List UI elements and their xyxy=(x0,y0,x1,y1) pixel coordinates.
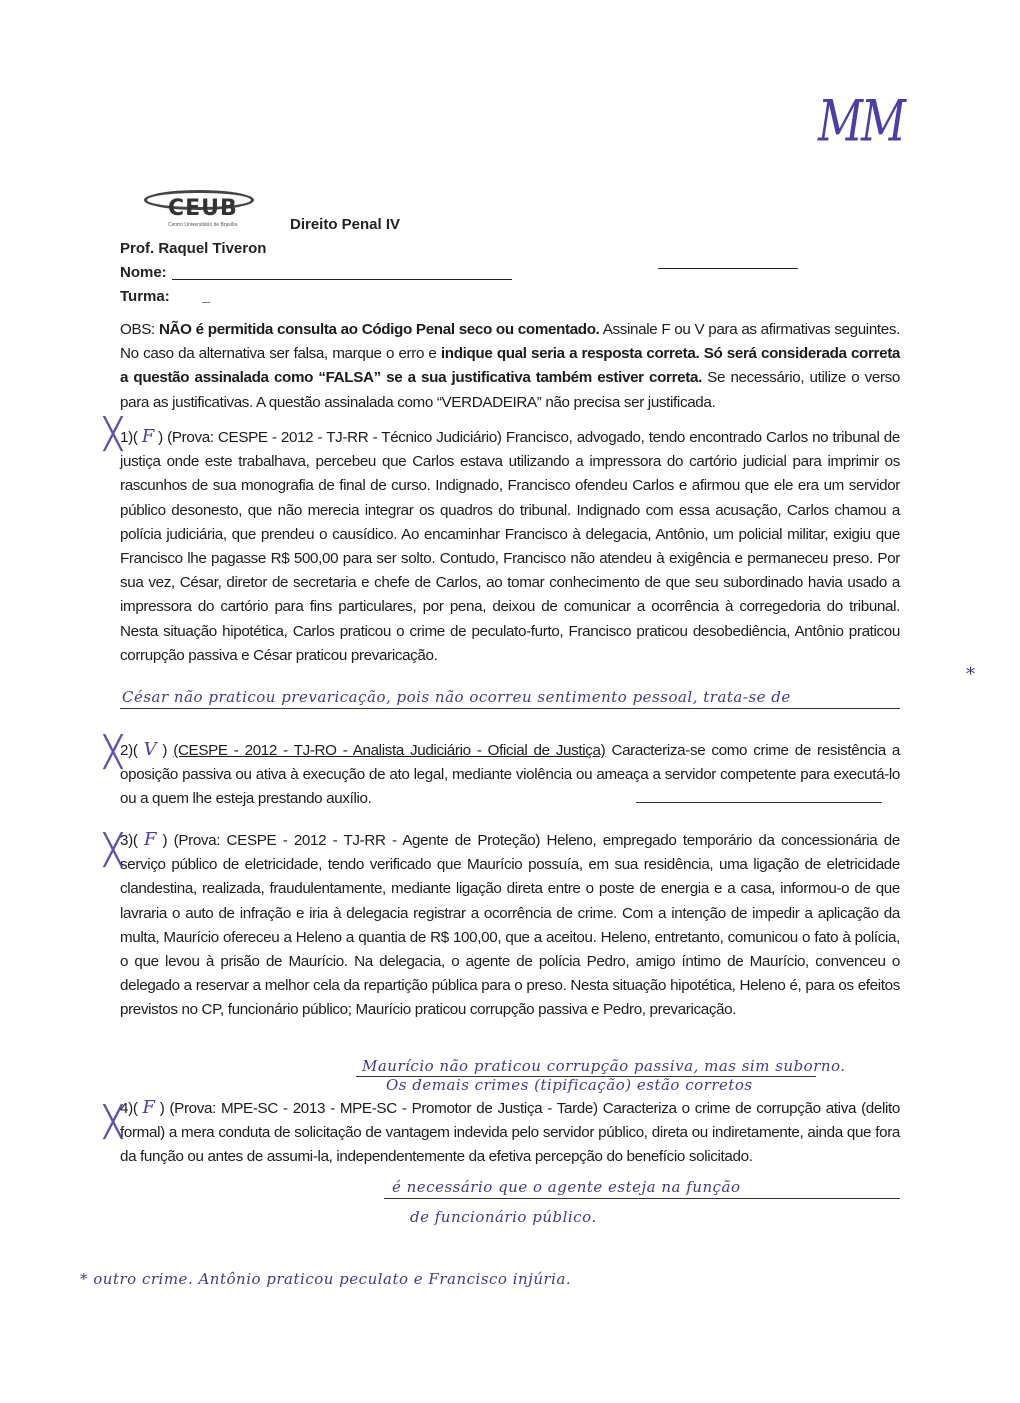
grader-initials: MM xyxy=(818,88,905,155)
answer-line xyxy=(636,802,882,803)
obs-label: OBS: xyxy=(120,321,155,338)
instructions-text-2: Se necessário, utilize o verso para as justificativas. A questão assinalada como “VERDADEIRA” não precisa ser justificada. xyxy=(120,369,901,411)
name-field-line[interactable] xyxy=(172,279,512,280)
footnote-text: outro crime. Antônio praticou peculato e Francisco injúria. xyxy=(93,1270,572,1288)
name-label: Nome: xyxy=(120,264,167,281)
question-text: Caracteriza o crime de corrupção ativa (delito formal) a mera conduta de solicitação de vantagem indevida pelo servidor público, direta ou indiretamente, ainda que fora da função ou antes de assumi-la, independentemente da efetiva percepção do benefício solicitado. xyxy=(120,1100,900,1166)
question-number: 2) xyxy=(120,742,133,759)
question-source: (Prova: CESPE - 2012 - TJ-RR - Agente de Proteção) xyxy=(173,832,541,849)
question-4: 4)( F ) (Prova: MPE-SC - 2013 - MPE-SC - Promotor de Justiça - Tarde) Caracteriza o crime de corrupção ativa (delito formal) a mera conduta de solicitação de vantagem indevida pelo servidor público, direta ou indiretamente, ainda que fora da função ou antes de assumi-la, independentemente da efetiva percepção do benefício solicitado. xyxy=(120,1097,900,1166)
logo-subtitle: Centro Universitário de Brasília xyxy=(168,222,238,228)
question-2: 2)( V ) (CESPE - 2012 - TJ-RO - Analista Judiciário - Oficial de Justiça) Caracteriza-se como crime de resistência a oposição passiva ou ativa à execução de ato legal, mediante violência ou ameaça a servidor competente para executá-lo ou a quem lhe esteja prestando auxílio. xyxy=(120,739,901,808)
class-label: Turma: xyxy=(120,288,170,305)
footnote-marker: * xyxy=(80,1270,88,1288)
handwritten-answer-4a: é necessário que o agente esteja na função xyxy=(392,1178,741,1196)
question-text: Heleno, empregado temporário da concessionária de serviço público de eletricidade, tendo verificado que Maurício possuía, em sua residência, uma ligação de eletricidade clandestina, realizada, fraudulentamente, mediante ligação direta entre o poste de energia e a casa, informou-o de que lavraria o auto de infração e iria à delegacia registrar a ocorrência de crime. Com a intenção de impedir a aplicação da multa, Maurício ofereceu a Heleno a quantia de R$ 100,00, que a aceitou. Heleno, entretanto, comunicou o fato à polícia, o que levou à prisão de Maurício. Na delegacia, o agente de polícia Pedro, amigo íntimo de Maurício, convenceu o delegado a reservar a melhor cela da repartição pública para o preso. Nesta situação hipotética, Heleno é, para os efeitos previstos no CP, funcionário público; Maurício praticou corrupção passiva e Pedro, prevaricação. xyxy=(120,832,900,1019)
question-source: (Prova: MPE-SC - 2013 - MPE-SC - Promotor de Justiça - Tarde) xyxy=(169,1100,598,1117)
cross-mark-icon: ╳ xyxy=(104,735,123,770)
question-number: 1) xyxy=(120,429,133,446)
handwritten-answer-3b: Os demais crimes (tipificação) estão corretos xyxy=(386,1076,753,1094)
answer-line xyxy=(120,708,900,709)
question-text: Francisco, advogado, tendo encontrado Carlos no tribunal de justiça onde este trabalhava, percebeu que Carlos estava utilizando a impressora do cartório judicial para imprimir os rascunhos de sua monografia de final de curso. Indignado, Francisco ofendeu Carlos e afirmou que ele era um servidor público desonesto, que não merecia integrar os quadros do tribunal. Indignado com essa acusação, Carlos chamou a polícia judiciária, que prendeu o causídico. Ao encaminhar Francisco à delegacia, Antônio, um policial militar, exigiu que Francisco lhe pagasse R$ 500,00 para ser solto. Contudo, Francisco não atendeu à exigência e permaneceu preso. Por sua vez, César, diretor de secretaria e chefe de Carlos, ao tomar conhecimento de que seu subordinado havia usado a impressora do cartório para fins particulares, por pena, deixou de comunicar a ocorrência à corregedoria do tribunal. Nesta situação hipotética, Carlos praticou o crime de peculato-furto, Francisco praticou desobediência, Antônio praticou corrupção passiva e César praticou prevaricação. xyxy=(120,429,900,664)
handwritten-answer-1: César não praticou prevaricação, pois não ocorreu sentimento pessoal, trata-se de xyxy=(122,688,791,706)
cross-mark-icon: ╳ xyxy=(104,417,123,452)
question-1: 1)( F ) (Prova: CESPE - 2012 - TJ-RR - Técnico Judiciário) Francisco, advogado, tendo encontrado Carlos no tribunal de justiça onde este trabalhava, percebeu que Carlos estava utilizando a impressora do cartório judicial para imprimir os rascunhos de sua monografia de final de curso. Indignado, Francisco ofendeu Carlos e afirmou que ele era um servidor público desonesto, que não merecia integrar os quadros do tribunal. Indignado com essa acusação, Carlos chamou a polícia judiciária, que prendeu o causídico. Ao encaminhar Francisco à delegacia, Antônio, um policial militar, exigiu que Francisco lhe pagasse R$ 500,00 para ser solto. Contudo, Francisco não atendeu à exigência e permaneceu preso. Por sua vez, César, diretor de secretaria e chefe de Carlos, ao tomar conhecimento de que seu subordinado havia usado a impressora do cartório para fins particulares, por pena, deixou de comunicar a ocorrência à corregedoria do tribunal. Nesta situação hipotética, Carlos praticou o crime de peculato-furto, Francisco praticou desobediência, Antônio praticou corrupção passiva e César praticou prevaricação. xyxy=(120,426,900,664)
question-source: (CESPE - 2012 - TJ-RO - Analista Judiciário - Oficial de Justiça) xyxy=(173,742,606,759)
answer-mark[interactable]: F xyxy=(141,426,154,447)
ceub-logo xyxy=(140,186,260,230)
question-text: Caracteriza-se como crime de resistência a oposição passiva ou ativa à execução de ato legal, mediante violência ou ameaça a servidor competente para executá-lo ou a quem lhe esteja prestando auxílio. xyxy=(120,742,901,808)
question-number: 4) xyxy=(120,1100,133,1117)
handwritten-answer-3a: Maurício não praticou corrupção passiva, mas sim suborno. xyxy=(362,1057,846,1075)
question-number: 3) xyxy=(120,832,133,849)
answer-mark[interactable]: F xyxy=(143,829,157,850)
instructions-bold-2: indique qual seria a resposta correta. Só será considerada correta a questão assinalada como “FALSA” se a sua justificativa também estiver correta. xyxy=(120,345,901,387)
instructions-bold-1: NÃO é permitida consulta ao Código Penal seco ou comentado. xyxy=(158,321,600,338)
question-3: 3)( F ) (Prova: CESPE - 2012 - TJ-RR - Agente de Proteção) Heleno, empregado temporário da concessionária de serviço público de eletricidade, tendo verificado que Maurício possuía, em sua residência, uma ligação de eletricidade clandestina, realizada, fraudulentamente, mediante ligação direta entre o poste de energia e a casa, informou-o de que lavraria o auto de infração e iria à delegacia registrar a ocorrência de crime. Com a intenção de impedir a aplicação da multa, Maurício ofereceu a Heleno a quantia de R$ 100,00, que a aceitou. Heleno, entretanto, comunicou o fato à polícia, o que levou à prisão de Maurício. Na delegacia, o agente de polícia Pedro, amigo íntimo de Maurício, convenceu o delegado a reservar a melhor cela da repartição pública para o preso. Nesta situação hipotética, Heleno é, para os efeitos previstos no CP, funcionário público; Maurício praticou corrupção passiva e Pedro, prevaricação. xyxy=(120,829,900,1019)
cross-mark-icon: ╳ xyxy=(104,1105,123,1140)
logo-text: CEUB xyxy=(168,196,238,221)
instructions xyxy=(120,318,900,415)
footnote-marker-icon: * xyxy=(966,664,976,685)
signature-line xyxy=(658,268,798,269)
footnote-handwritten xyxy=(80,1270,571,1288)
question-source: (Prova: CESPE - 2012 - TJ-RR - Técnico Judiciário) xyxy=(167,429,502,446)
course-title: Direito Penal IV xyxy=(290,216,401,233)
answer-mark[interactable]: F xyxy=(142,1097,155,1118)
answer-mark[interactable]: V xyxy=(143,739,157,760)
handwritten-answer-4b: de funcionário público. xyxy=(410,1208,597,1226)
answer-line xyxy=(384,1198,900,1199)
cross-mark-icon: ╳ xyxy=(104,833,123,868)
class-value: _ xyxy=(202,288,211,305)
instructions-text-1: Assinale F ou V para as afirmativas seguintes. No caso da alternativa ser falsa, marque o erro e xyxy=(120,321,901,363)
professor-name: Prof. Raquel Tiveron xyxy=(120,240,267,257)
